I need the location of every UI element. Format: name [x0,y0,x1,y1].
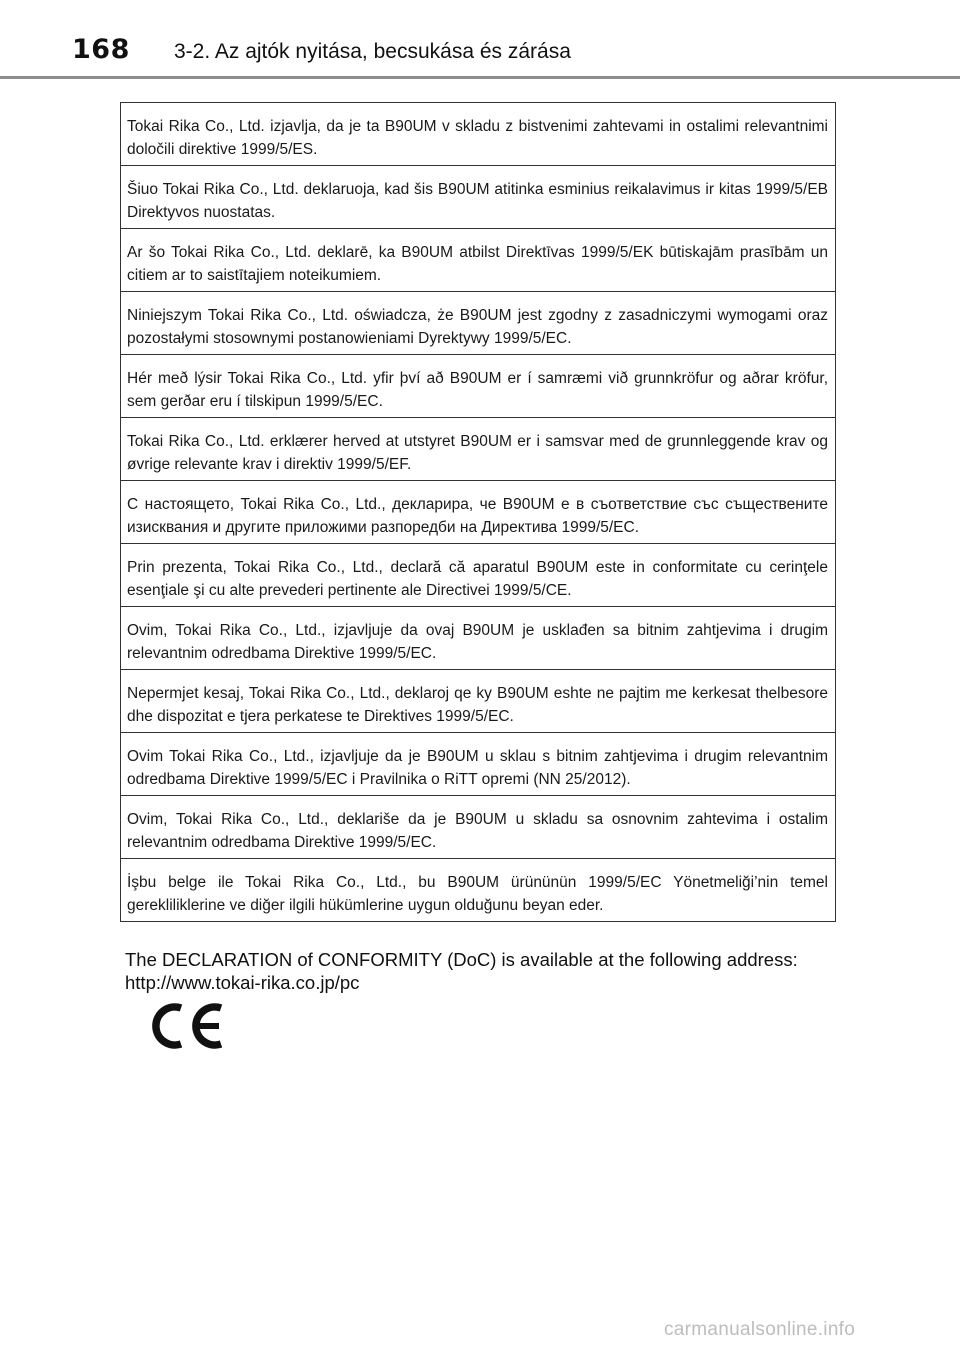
declaration-icelandic: Hér með lýsir Tokai Rika Co., Ltd. yfir því að B90UM er í samræmi við grunnkröfur og aðrar kröfur, sem gerðar eru í tilskipun 1999/5/EC. [121,355,835,418]
page-header [0,0,960,80]
declaration-norwegian: Tokai Rika Co., Ltd. erklærer herved at utstyret B90UM er i samsvar med de grunnleggende krav og øvrige relevante krav i direktiv 1999/5/EF. [121,418,835,481]
section-title: 3-2. Az ajtók nyitása, becsukása és zárása [174,40,571,63]
declaration-croatian: Ovim Tokai Rika Co., Ltd., izjavljuje da je B90UM u sklau s bitnim zahtjevima i drugim relevantnim odredbama Direktive 1999/5/EC i Pravilnika o RiTT opremi (NN 25/2012). [121,733,835,796]
declaration-bosnian: Ovim, Tokai Rika Co., Ltd., izjavljuje da ovaj B90UM je usklađen sa bitnim zahtjevima i drugim relevantnim odredbama Direktive 1999/5/EC. [121,607,835,670]
header-divider [0,76,960,79]
ce-mark-icon [148,1001,226,1051]
declarations-table [120,102,836,922]
page-number: 168 [72,34,130,65]
declaration-turkish: İşbu belge ile Tokai Rika Co., Ltd., bu B90UM ürününün 1999/5/EC Yönetmeliği’nin temel gerekliliklerine ve diğer ilgili hükümlerine uygun olduğunu beyan eder. [121,859,835,922]
site-watermark: carmanualsonline.info [664,1319,856,1340]
declaration-serbian: Ovim, Tokai Rika Co., Ltd., deklariše da je B90UM u skladu sa osnovnim zahtevima i ostalim relevantnim odredbama Direktive 1999/5/EC. [121,796,835,859]
declaration-romanian: Prin prezenta, Tokai Rika Co., Ltd., declară că aparatul B90UM este in conformitate cu cerinţele esenţiale şi cu alte prevederi pertinente ale Directivei 1999/5/CE. [121,544,835,607]
declaration-slovenian: Tokai Rika Co., Ltd. izjavlja, da je ta B90UM v skladu z bistvenimi zahtevami in ostalimi relevantnimi določili direktive 1999/5/ES. [121,103,835,166]
doc-url-link[interactable]: http://www.tokai-rika.co.jp/pc [125,972,360,993]
declaration-albanian: Nepermjet kesaj, Tokai Rika Co., Ltd., deklaroj qe ky B90UM eshte ne pajtim me kerkesat thelbesore dhe dispozitat e tjera perkatese te Direktives 1999/5/EC. [121,670,835,733]
doc-availability-statement: The DECLARATION of CONFORMITY (DoC) is available at the following address: [125,949,798,970]
declaration-lithuanian: Šiuo Tokai Rika Co., Ltd. deklaruoja, kad šis B90UM atitinka esminius reikalavimus ir kitas 1999/5/EB Direktyvos nuostatas. [121,166,835,229]
declaration-latvian: Ar šo Tokai Rika Co., Ltd. deklarē, ka B90UM atbilst Direktīvas 1999/5/EK būtiskajām prasībām un citiem ar to saistītajiem noteikumiem. [121,229,835,292]
declaration-polish: Niniejszym Tokai Rika Co., Ltd. oświadcza, że B90UM jest zgodny z zasadniczymi wymogami oraz pozostałymi stosownymi postanowieniami Dyrektywy 1999/5/EC. [121,292,835,355]
declaration-bulgarian: С настоящето, Tokai Rika Co., Ltd., декларира, че B90UM е в съответствие със съществените изисквания и другите приложими разпоредби на Директива 1999/5/EC. [121,481,835,544]
